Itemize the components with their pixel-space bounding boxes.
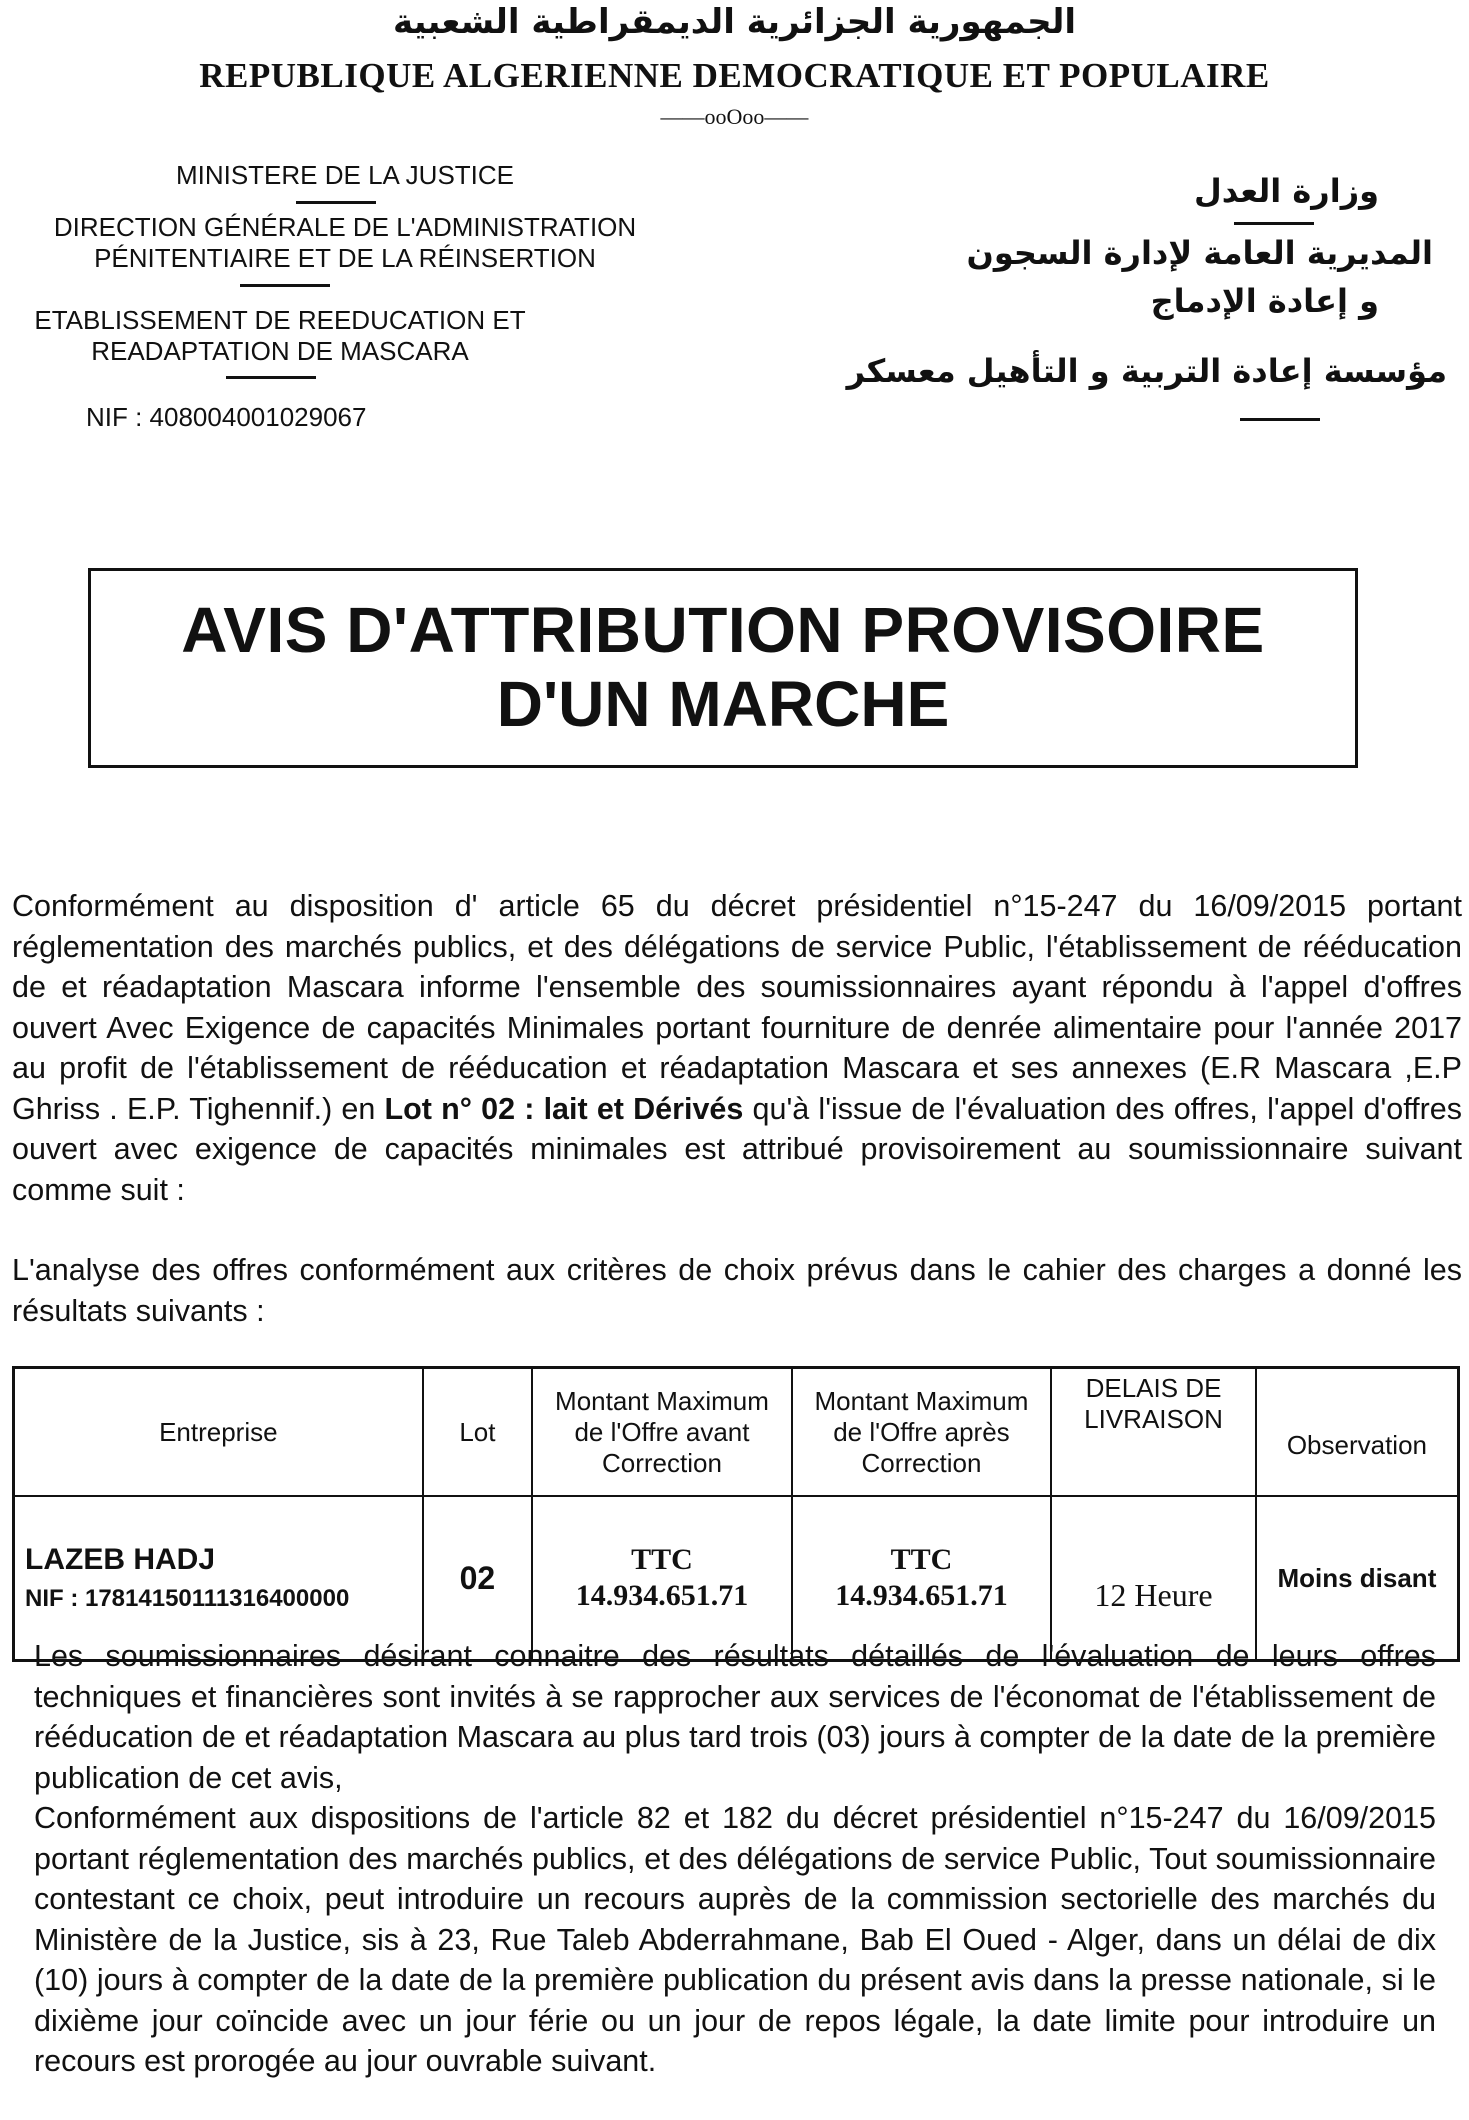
divider xyxy=(296,201,376,204)
direction-block xyxy=(0,212,690,274)
col-header-observation: Observation xyxy=(1256,1368,1459,1497)
divider xyxy=(226,376,316,379)
apres-amount: 14.934.651.71 xyxy=(835,1579,1008,1612)
direction-line-1: DIRECTION GÉNÉRALE DE L'ADMINISTRATION xyxy=(53,212,637,242)
arabic-etablissement: مؤسسة إعادة التربية و التأهيل معسكر xyxy=(846,352,1447,390)
col-header-montant-avant: Montant Maximum de l'Offre avant Correction xyxy=(532,1368,791,1497)
cell-delais: 12 Heure xyxy=(1051,1496,1256,1661)
ministry-name xyxy=(110,160,580,191)
divider xyxy=(1234,222,1314,225)
arabic-ministry: وزارة العدل xyxy=(1193,172,1379,210)
etablissement-block xyxy=(0,305,560,367)
intro-text-before-lot: Conformément au disposition d' article 65 du décret présidentiel n°15-247 du 16/09/2015 portant réglementation des marchés publics, et des délégations de service Public, l'établissement de rééducation de et réadaptation Mascara informe l'ensemble des soumissionnaires ayant répondu à l'appel d'offres ouvert Avec Exigence de capacités Minimales portant fourniture de denrée alimentaire pour l'année 2017 au profit de l'établissement de rééducation et réadaptation Mascara et ses annexes (E.R Mascara ,E.P Ghriss . E.P. Tighennif.) en xyxy=(12,889,1462,1126)
avant-amount: 14.934.651.71 xyxy=(575,1579,749,1612)
outro-paragraph-1: Les soumissionnaires désirant connaitre des résultats détaillés de l'évaluation de leurs offres techniques et financières sont invités à se rapprocher aux services de l'économat de l'établissement de rééducation de et réadaptation Mascara au plus tard trois (03) jours à compter de la date de la première publication de cet avis, xyxy=(34,1639,1436,1795)
title-line-1: AVIS D'ATTRIBUTION PROVISOIRE xyxy=(181,594,1265,666)
intro-text-after-lot: qu'à l'issue de l'évaluation des offres, l'appel d'offres ouvert avec exigence de capacités minimales est attribué provisoirement au soumissionnaire suivant comme suit : xyxy=(12,1091,1462,1207)
republic-title: REPUBLIQUE ALGERIENNE DEMOCRATIQUE ET POPULAIRE xyxy=(199,56,1270,95)
col-header-entreprise: Entreprise xyxy=(14,1368,423,1497)
divider xyxy=(1240,418,1320,421)
cell-lot: 02 xyxy=(423,1496,533,1661)
title-box xyxy=(88,568,1358,768)
entreprise-name: LAZEB HADJ xyxy=(25,1543,216,1576)
establishment-nif: NIF : 408004001029067 xyxy=(86,402,367,432)
results-table xyxy=(12,1366,1460,1662)
arabic-direction: المديرية العامة لإدارة السجون xyxy=(966,234,1433,272)
intro-paragraph xyxy=(12,886,1462,1210)
cell-observation: Moins disant xyxy=(1256,1496,1459,1661)
direction-line-2: PÉNITENTIAIRE ET DE LA RÉINSERTION xyxy=(94,243,596,273)
entreprise-nif: NIF : 17814150111316400000 xyxy=(25,1585,350,1612)
lot-label: Lot n° 02 : lait et Dérivés xyxy=(384,1091,744,1126)
etablissement-line-1: ETABLISSEMENT DE REEDUCATION ET xyxy=(34,305,526,335)
arabic-reinsertion: و إعادة الإدماج xyxy=(1150,282,1379,320)
col-header-delais: DELAIS DE LIVRAISON xyxy=(1051,1368,1256,1497)
arabic-republic-title: الجمهورية الجزائرية الديمقراطية الشعبية xyxy=(393,2,1076,42)
table-header-row xyxy=(14,1368,1459,1497)
outro-block xyxy=(34,1636,1436,2082)
apres-ttc: TTC xyxy=(890,1543,953,1576)
col-header-montant-apres: Montant Maximum de l'Offre après Correction xyxy=(792,1368,1051,1497)
analysis-paragraph: L'analyse des offres conformément aux critères de choix prévus dans le cahier des charges a donné les résultats suivants : xyxy=(12,1253,1462,1328)
divider xyxy=(240,284,330,287)
title-line-2: D'UN MARCHE xyxy=(496,668,950,740)
etablissement-line-2: READAPTATION DE MASCARA xyxy=(91,336,469,366)
avant-ttc: TTC xyxy=(631,1543,693,1576)
outro-paragraph-2: Conformément aux dispositions de l'article 82 et 182 du décret présidentiel n°15-247 du 16/09/2015 portant réglementation des marchés publics, et des délégations de service Public, Tout soumissionnaire contestant ce choix, peut introduire un recours auprès de la commission sectorielle des marchés du Ministère de la Justice, sis à 23, Rue Taleb Abderrahmane, Bab El Oued - Alger, dans un délai de dix (10) jours à compter de la date de la première publication du présent avis dans la presse nationale, si le dixième jour coïncide avec un jour férie ou un jour de repos légale, la date limite pour introduire un recours est prorogée au jour ouvrable suivant. xyxy=(34,1801,1436,2078)
ornament-divider: ——ooOoo—— xyxy=(660,104,809,129)
col-header-lot: Lot xyxy=(423,1368,533,1497)
ministry-label: MINISTERE DE LA JUSTICE xyxy=(175,160,515,190)
